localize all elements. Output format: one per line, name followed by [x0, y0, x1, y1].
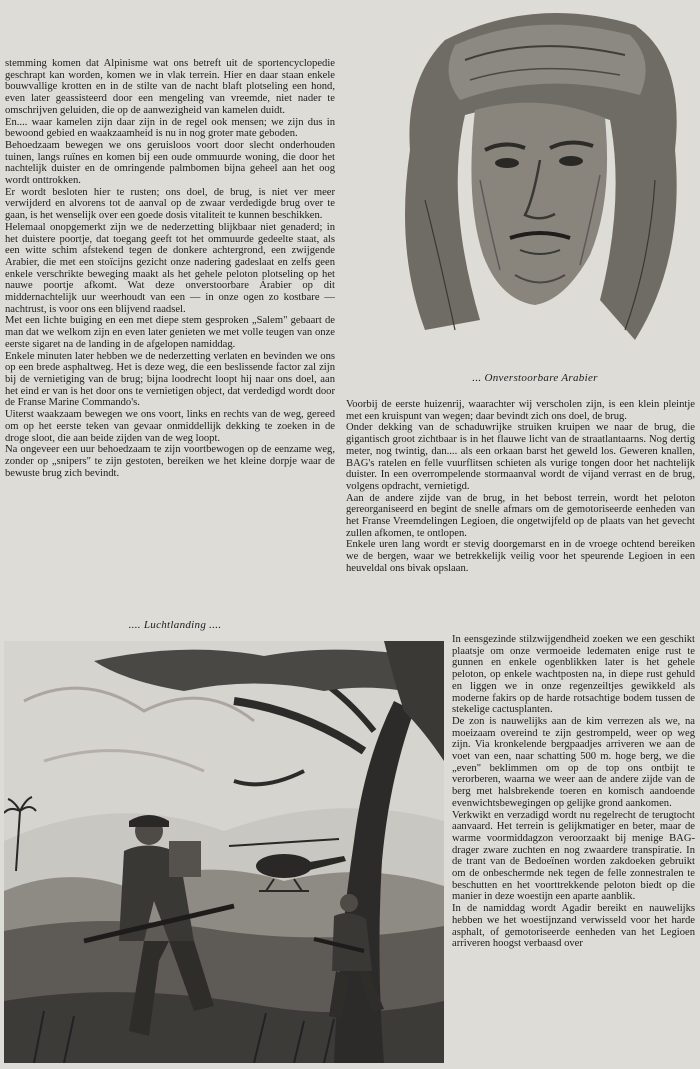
article-column-right-bottom	[452, 634, 695, 1066]
paragraph: In eensgezinde stilzwijgendheid zoeken we een geschikt plaatsje om onze vermoeide ledematen enige rust te gunnen en enkele ogenblikken later is het gehele peloton, op enkele wachtposten na, in diepe rust gehuld en liggen we in onze regenzeiltjes gewikkeld als moderne fakirs op de harde rotsachtige bodem tussen de stekelige cactusplanten.	[452, 634, 695, 716]
paragraph: Uiterst waakzaam bewegen we ons voort, links en rechts van de weg, gereed om op het eerste teken van gevaar onmiddellijk dekking te zoeken in de droge sloot, die aan beide zijden van de weg loopt.	[5, 409, 335, 444]
caption-airlanding: .... Luchtlanding ....	[128, 619, 222, 631]
arab-portrait-illustration	[385, 0, 695, 362]
paragraph: Na ongeveer een uur behoedzaam te zijn voortbewogen op de eenzame weg, zonder op „snipers" te zijn gestoten, bereiken we het kleine dorpje waar de bewuste brug zich bevindt.	[5, 444, 335, 479]
paragraph: Verkwikt en verzadigd wordt nu regelrecht de terugtocht aanvaard. Het terrein is gelijkmatiger en beter, maar de warme voormiddagzon veroorzaakt bij menige BAG-drager zware zuchten en nog zwaardere transpiratie. In de trant van de Bedoeïnen worden zakdoeken gebruikt om de onbeschermde nek tegen de felle zonnestralen te beschutten en het voorttrekkende peloton biedt op die manier in deze woestijn een aparte aanblik.	[452, 809, 695, 903]
paragraph: In de namiddag wordt Agadir bereikt en nauwelijks hebben we het woestijnzand verwisseld voor het harde asphalt, of gemotoriseerde eenheden van het Legioen arriveren hoogst verbaasd over	[452, 903, 695, 950]
caption-arab: ... Onverstoorbare Arabier	[472, 372, 598, 384]
paragraph: Aan de andere zijde van de brug, in het bebost terrein, wordt het peloton gereorganiseerd en begint de snelle afmars om de gemotoriseerde eenheden van het Franse Vreemdelingen Legioen, die ongetwijfeld op de plaats van het gevecht zullen afkomen, te ontlopen.	[346, 492, 695, 539]
paragraph: Onder dekking van de schaduwrijke struiken kruipen we naar de brug, die gigantisch groot zichtbaar is in het flauwe licht van de straatlantaarns. Nog dertig meter, nog twintig, dan.... als een orkaan barst het geweld los. Geweren knallen, BAG's ratelen en felle vuurflitsen schieten als vurige tongen door het nachtelijk duister. In een overrompelende stormaanval wordt de vijand verrast en de brug, volgens opdracht, vernietigd.	[346, 422, 695, 492]
article-column-right-middle	[346, 399, 695, 631]
paragraph: Met een lichte buiging en een met diepe stem gesproken „Salem" gebaart de man dat we welkom zijn en even later genieten we met volle teugen van onze eerste sigaret na de landing in de afgelopen namiddag.	[5, 315, 335, 350]
article-column-left	[5, 58, 335, 606]
paragraph: Voorbij de eerste huizenrij, waarachter wij verscholen zijn, is een klein pleintje met een kruispunt van wegen; daar bevindt zich ons doel, de brug.	[346, 399, 695, 422]
paragraph: En.... waar kamelen zijn daar zijn in de regel ook mensen; we zijn dus in bewoond gebied en waakzaamheid is nu in nog groter mate geboden.	[5, 116, 335, 140]
paragraph: Behoedzaam bewegen we ons geruisloos voort door slecht onderhouden tuinen, langs ruïnes en komen bij een oude ommuurde woning, die door het nachtelijk duister en de omringende palmbomen bijna geheel aan het oog wordt onttrokken.	[5, 139, 335, 187]
paragraph: Enkele uren lang wordt er stevig doorgemarst en in de vroege ochtend bereiken we de bergen, waar we betrekkelijk veilig voor het speurende Legioen in een heuveldal ons bivak opslaan.	[346, 539, 695, 574]
paragraph: Helemaal onopgemerkt zijn we de nederzetting blijkbaar niet genaderd; in het duistere poortje, dat toegang geeft tot het ommuurde gedeelte staat, als een witte schim afstekend tegen de donkere achtergrond, een zwijgende Arabier, die met een stoïcijns gezicht onze nadering gadeslaat en zelfs geen enkele verschrikte beweging maakt als het gehele peloton plotseling op het nauwe poortje afkomt. Wat deze onverstoorbare Arabier op dit middernachtelijk uur weerhoudt van een — in onze ogen zo kostbare — nachtrust, is voor ons een blijvend raadsel.	[5, 221, 335, 315]
paragraph: Er wordt besloten hier te rusten; ons doel, de brug, is niet ver meer verwijderd en alvorens tot de aanval op de zwaar verdedigde brug over te gaan, is het wenselijk over een goede dosis vitaliteit te kunnen beschikken.	[5, 186, 335, 222]
paragraph: De zon is nauwelijks aan de kim verrezen als we, na moeizaam overeind te zijn gestrompeld, weer op weg zijn. Via kronkelende bergpaadjes arriveren we aan de voet van een, naar schatting 500 m. hoge berg, we die „even" beklimmen om op de top ons ontbijt te verorberen, waarna we weer aan de andere zijde van de berg met halsbrekende toeren en komisch aandoende evenwichtsbewegingen op gelijke grond aankomen.	[452, 715, 695, 809]
paragraph: Enkele minuten later hebben we de nederzetting verlaten en bevinden we ons op een brede asphaltweg. Het is deze weg, die een beslissende factor zal zijn bij de vernietiging van de brug; bijna loodrecht loopt hij naar ons doel, aan het eind er van is het door ons te vernietigen object, dat verdedigd wordt door de Franse Marine Commando's.	[5, 350, 335, 409]
paragraph: stemming komen dat Alpinisme wat ons betreft uit de sportencyclopedie geschrapt kan worden, komen we in vlak terrein. Hier en daar staan enkele bouwvallige krotten en in de stilte van de nacht blaft plotseling een hond, even later geassisteerd door een mengeling van vreemde, niet nader te omschrijven geluiden, die op de aanwezigheid van kamelen duidt.	[5, 58, 335, 116]
airlanding-illustration	[4, 641, 444, 1063]
